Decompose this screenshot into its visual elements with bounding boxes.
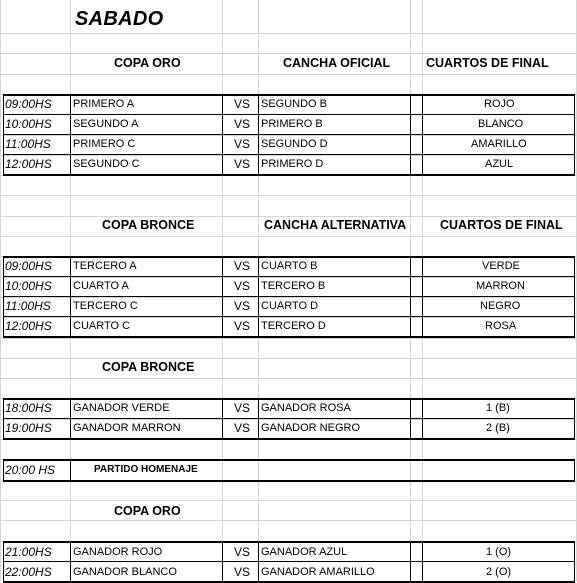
table-border-column <box>222 398 223 440</box>
home-team: TERCERO C <box>73 300 138 312</box>
table-border-column <box>3 256 4 338</box>
table-border-column <box>574 459 575 482</box>
table-border-column <box>222 94 223 176</box>
vs-label: VS <box>234 545 251 559</box>
grid-row-line <box>0 216 577 217</box>
away-team: GANADOR ROSA <box>261 402 351 414</box>
match-time: 22:00HS <box>5 565 52 579</box>
table-border-top <box>3 459 574 461</box>
away-team: SEGUNDO B <box>261 98 328 110</box>
vs-label: VS <box>234 299 251 313</box>
result-label: 1 (B) <box>486 402 510 414</box>
grid-row-line <box>0 500 577 501</box>
table-border-column <box>3 459 4 482</box>
table-row-separator <box>3 154 574 155</box>
table-border-column <box>422 94 423 176</box>
vs-label: VS <box>234 137 251 151</box>
away-team: TERCERO D <box>261 320 326 332</box>
match-time: 18:00HS <box>5 401 52 415</box>
vs-label: VS <box>234 319 251 333</box>
table-border-column <box>422 541 423 583</box>
table-border-column <box>258 541 259 583</box>
table-border-top <box>3 541 574 543</box>
match-time: 12:00HS <box>5 319 52 333</box>
header-cancha-oficial: CANCHA OFICIAL <box>283 56 391 70</box>
table-row-separator <box>3 418 574 419</box>
table-border-column <box>410 398 411 440</box>
table-border-column <box>70 541 71 583</box>
header-cuartos-de-final: CUARTOS DE FINAL <box>426 56 549 70</box>
vs-label: VS <box>234 401 251 415</box>
table-border-column <box>574 541 575 583</box>
result-label: BLANCO <box>478 118 524 130</box>
table-border-column <box>70 398 71 440</box>
header-copa-bronce: COPA BRONCE <box>102 360 195 374</box>
grid-row-line <box>0 378 577 379</box>
table-border-column <box>3 541 4 583</box>
away-team: PRIMERO B <box>261 118 323 130</box>
match-time: 11:00HS <box>5 299 51 313</box>
vs-label: VS <box>234 421 251 435</box>
table-border-column <box>410 256 411 338</box>
grid-row-line <box>0 195 577 196</box>
grid-row-line <box>0 236 577 237</box>
away-team: GANADOR AMARILLO <box>261 566 375 578</box>
match-time: 20:00 HS <box>5 463 56 477</box>
result-label: AMARILLO <box>471 138 527 150</box>
vs-label: VS <box>234 117 251 131</box>
table-border-column <box>258 256 259 338</box>
match-time: 10:00HS <box>5 279 52 293</box>
header-cancha-alternativa: CANCHA ALTERNATIVA <box>264 218 407 232</box>
table-border-column <box>410 541 411 583</box>
away-team: CUARTO B <box>261 260 318 272</box>
grid-row-line <box>0 317 577 318</box>
table-border-top <box>3 256 574 258</box>
result-label: 2 (O) <box>486 566 512 578</box>
vs-label: VS <box>234 157 251 171</box>
home-team: SEGUNDO C <box>73 158 140 170</box>
result-label: ROSA <box>485 320 517 332</box>
vs-label: VS <box>234 259 251 273</box>
result-label: ROJO <box>484 98 515 110</box>
table-border-column <box>222 256 223 338</box>
vs-label: VS <box>234 97 251 111</box>
table-row-separator <box>3 114 574 115</box>
table-border-column <box>574 398 575 440</box>
table-row-separator <box>3 296 574 297</box>
header-copa-bronce: COPA BRONCE <box>102 218 195 232</box>
match-time: 09:00HS <box>5 97 52 111</box>
table-row-separator <box>3 316 574 317</box>
table-border-column <box>258 398 259 440</box>
match-time: 10:00HS <box>5 117 52 131</box>
table-border-column <box>70 459 71 482</box>
grid-row-line <box>0 520 577 521</box>
table-border-column <box>422 256 423 338</box>
grid-row-line <box>0 155 577 156</box>
away-team: GANADOR NEGRO <box>261 422 361 434</box>
vs-label: VS <box>234 565 251 579</box>
match-time: 21:00HS <box>5 545 52 559</box>
grid-row-line <box>0 74 577 75</box>
home-team: GANADOR VERDE <box>73 402 170 414</box>
table-row-separator <box>3 276 574 277</box>
away-team: GANADOR AZUL <box>261 546 348 558</box>
table-border-top <box>3 94 574 96</box>
match-time: 19:00HS <box>5 421 52 435</box>
home-team: PRIMERO C <box>73 138 136 150</box>
home-team: TERCERO A <box>73 260 137 272</box>
table-border-top <box>3 398 574 400</box>
table-row-separator <box>3 134 574 135</box>
table-border-column <box>574 256 575 338</box>
table-border-bottom <box>3 174 574 176</box>
away-team: TERCERO B <box>261 280 326 292</box>
result-label: VERDE <box>482 260 520 272</box>
home-team: PRIMERO A <box>73 98 135 110</box>
grid-row-line <box>0 53 577 54</box>
table-border-bottom <box>3 336 574 338</box>
header-copa-oro: COPA ORO <box>114 504 181 518</box>
header-copa-oro: COPA ORO <box>114 56 181 70</box>
header-cuartos-de-final: CUARTOS DE FINAL <box>440 218 563 232</box>
grid-row-line <box>0 419 577 420</box>
away-team: PRIMERO D <box>261 158 324 170</box>
table-border-column <box>410 94 411 176</box>
home-team: GANADOR MARRON <box>73 422 181 434</box>
grid-row-line <box>0 135 577 136</box>
page-title: SABADO <box>75 8 164 30</box>
table-border-column <box>422 398 423 440</box>
match-time: 09:00HS <box>5 259 52 273</box>
table-border-column <box>574 94 575 176</box>
away-team: CUARTO D <box>261 300 319 312</box>
table-border-column <box>222 541 223 583</box>
grid-row-line <box>0 338 577 339</box>
table-border-column <box>3 398 4 440</box>
table-border-bottom <box>3 480 574 482</box>
home-team: SEGUNDO A <box>73 118 139 130</box>
event-label: PARTIDO HOMENAJE <box>94 464 198 475</box>
home-team: CUARTO C <box>73 320 131 332</box>
table-border-column <box>70 94 71 176</box>
result-label: 1 (O) <box>486 546 512 558</box>
grid-row-line <box>0 33 577 34</box>
grid-row-line <box>0 358 577 359</box>
match-time: 11:00HS <box>5 137 51 151</box>
table-row-separator <box>3 561 574 562</box>
table-border-column <box>3 94 4 176</box>
grid-row-line <box>0 297 577 298</box>
result-label: AZUL <box>485 158 514 170</box>
away-team: SEGUNDO D <box>261 138 328 150</box>
grid-row-line <box>0 277 577 278</box>
home-team: GANADOR BLANCO <box>73 566 177 578</box>
match-time: 12:00HS <box>5 157 52 171</box>
table-border-column <box>258 94 259 176</box>
home-team: GANADOR ROJO <box>73 546 163 558</box>
result-label: MARRON <box>476 280 525 292</box>
home-team: CUARTO A <box>73 280 129 292</box>
result-label: NEGRO <box>480 300 521 312</box>
table-border-column <box>70 256 71 338</box>
table-border-bottom <box>3 438 574 440</box>
grid-column-line <box>0 0 1 581</box>
vs-label: VS <box>234 279 251 293</box>
result-label: 2 (B) <box>486 422 510 434</box>
